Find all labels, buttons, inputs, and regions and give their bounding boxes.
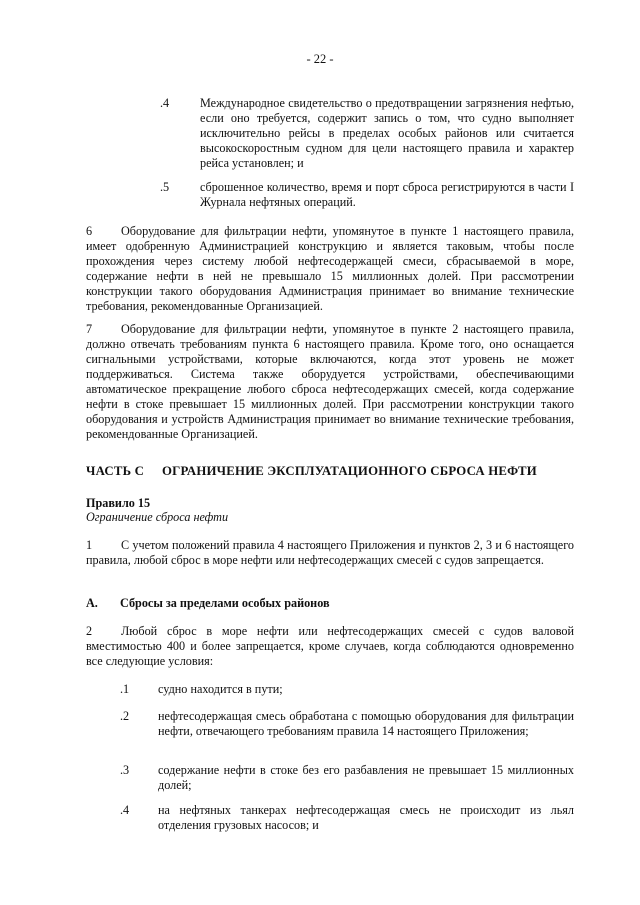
part-label: ЧАСТЬ C <box>86 464 145 478</box>
rule-subtitle: Ограничение сброса нефти <box>86 510 229 524</box>
item-text-4: Международное свидетельство о предотвращении загрязнения нефтью, если оно требуется, содержит запись о том, что судно выполняет исключительно рейсы в пределах особых районов или считается высокоскоростным судном для цели настоящего правила и характер рейса установлен; и <box>200 96 574 170</box>
condition-text-1: судно находится в пути; <box>158 682 283 696</box>
item-label-5: .5 <box>160 180 170 194</box>
condition-label-1: .1 <box>120 682 130 696</box>
paragraph-2-text: Любой сброс в море нефти или нефтесодержащих смесей с судов валовой вместимостью 400 и более запрещается, кроме случаев, когда соблюдаются одновременно все следующие условия: <box>86 624 574 668</box>
section-a-label: A. <box>86 596 98 610</box>
paragraph-7-number: 7 <box>86 322 93 336</box>
paragraph-2-number: 2 <box>86 624 93 638</box>
condition-text-4: на нефтяных танкерах нефтесодержащая смесь не происходит из льял отделения грузовых насосов; и <box>158 803 574 832</box>
condition-label-4: .4 <box>120 803 130 817</box>
paragraph-7-text: Оборудование для фильтрации нефти, упомянутое в пункте 2 настоящего правила, должно отвечать требованиям пункта 6 настоящего правила. Кроме того, оно оснащается сигнальными устройствами, которые включаются, когда этот уровень не может поддерживаться. Система также оборудуется устройствами, обеспечивающими автоматическое прекращение любого сброса нефтесодержащих смесей, когда содержание нефти в стоке превышает 15 миллионных долей. При рассмотрении конструкции такого оборудования и устройств Администрация принимает во внимание технические требования, рекомендованные Организацией. <box>86 322 574 441</box>
paragraph-1-text: С учетом положений правила 4 настоящего Приложения и пунктов 2, 3 и 6 настоящего правила, любой сброс в море нефти или нефтесодержащих смесей с судов запрещается. <box>86 538 574 567</box>
condition-text-3: содержание нефти в стоке без его разбавления не превышает 15 миллионных долей; <box>158 763 574 792</box>
paragraph-6-text: Оборудование для фильтрации нефти, упомянутое в пункте 1 настоящего правила, имеет одобренную Администрацией конструкцию и является таковым, чтобы после прохождения через систему любой нефтесодержащей смеси, сбрасываемой в море, содержание нефти в ней не превышало 15 миллионных долей. При рассмотрении конструкции такого оборудования Администрация принимает во внимание технические требования, рекомендованные Организацией. <box>86 224 574 313</box>
section-a-title: Сбросы за пределами особых районов <box>120 596 330 610</box>
paragraph-1-number: 1 <box>86 538 93 552</box>
rule-title: Правило 15 <box>86 496 151 510</box>
condition-label-2: .2 <box>120 709 130 723</box>
item-label-4: .4 <box>160 96 170 110</box>
page-number: - 22 - <box>306 52 334 66</box>
paragraph-6-number: 6 <box>86 224 93 238</box>
condition-text-2: нефтесодержащая смесь обработана с помощью оборудования для фильтрации нефти, отвечающего требованиям правила 14 настоящего Приложения; <box>158 709 574 738</box>
condition-label-3: .3 <box>120 763 130 777</box>
item-text-5: сброшенное количество, время и порт сброса регистрируются в части I Журнала нефтяных операций. <box>200 180 574 209</box>
part-title: ОГРАНИЧЕНИЕ ЭКСПЛУАТАЦИОННОГО СБРОСА НЕФТИ <box>162 464 537 478</box>
